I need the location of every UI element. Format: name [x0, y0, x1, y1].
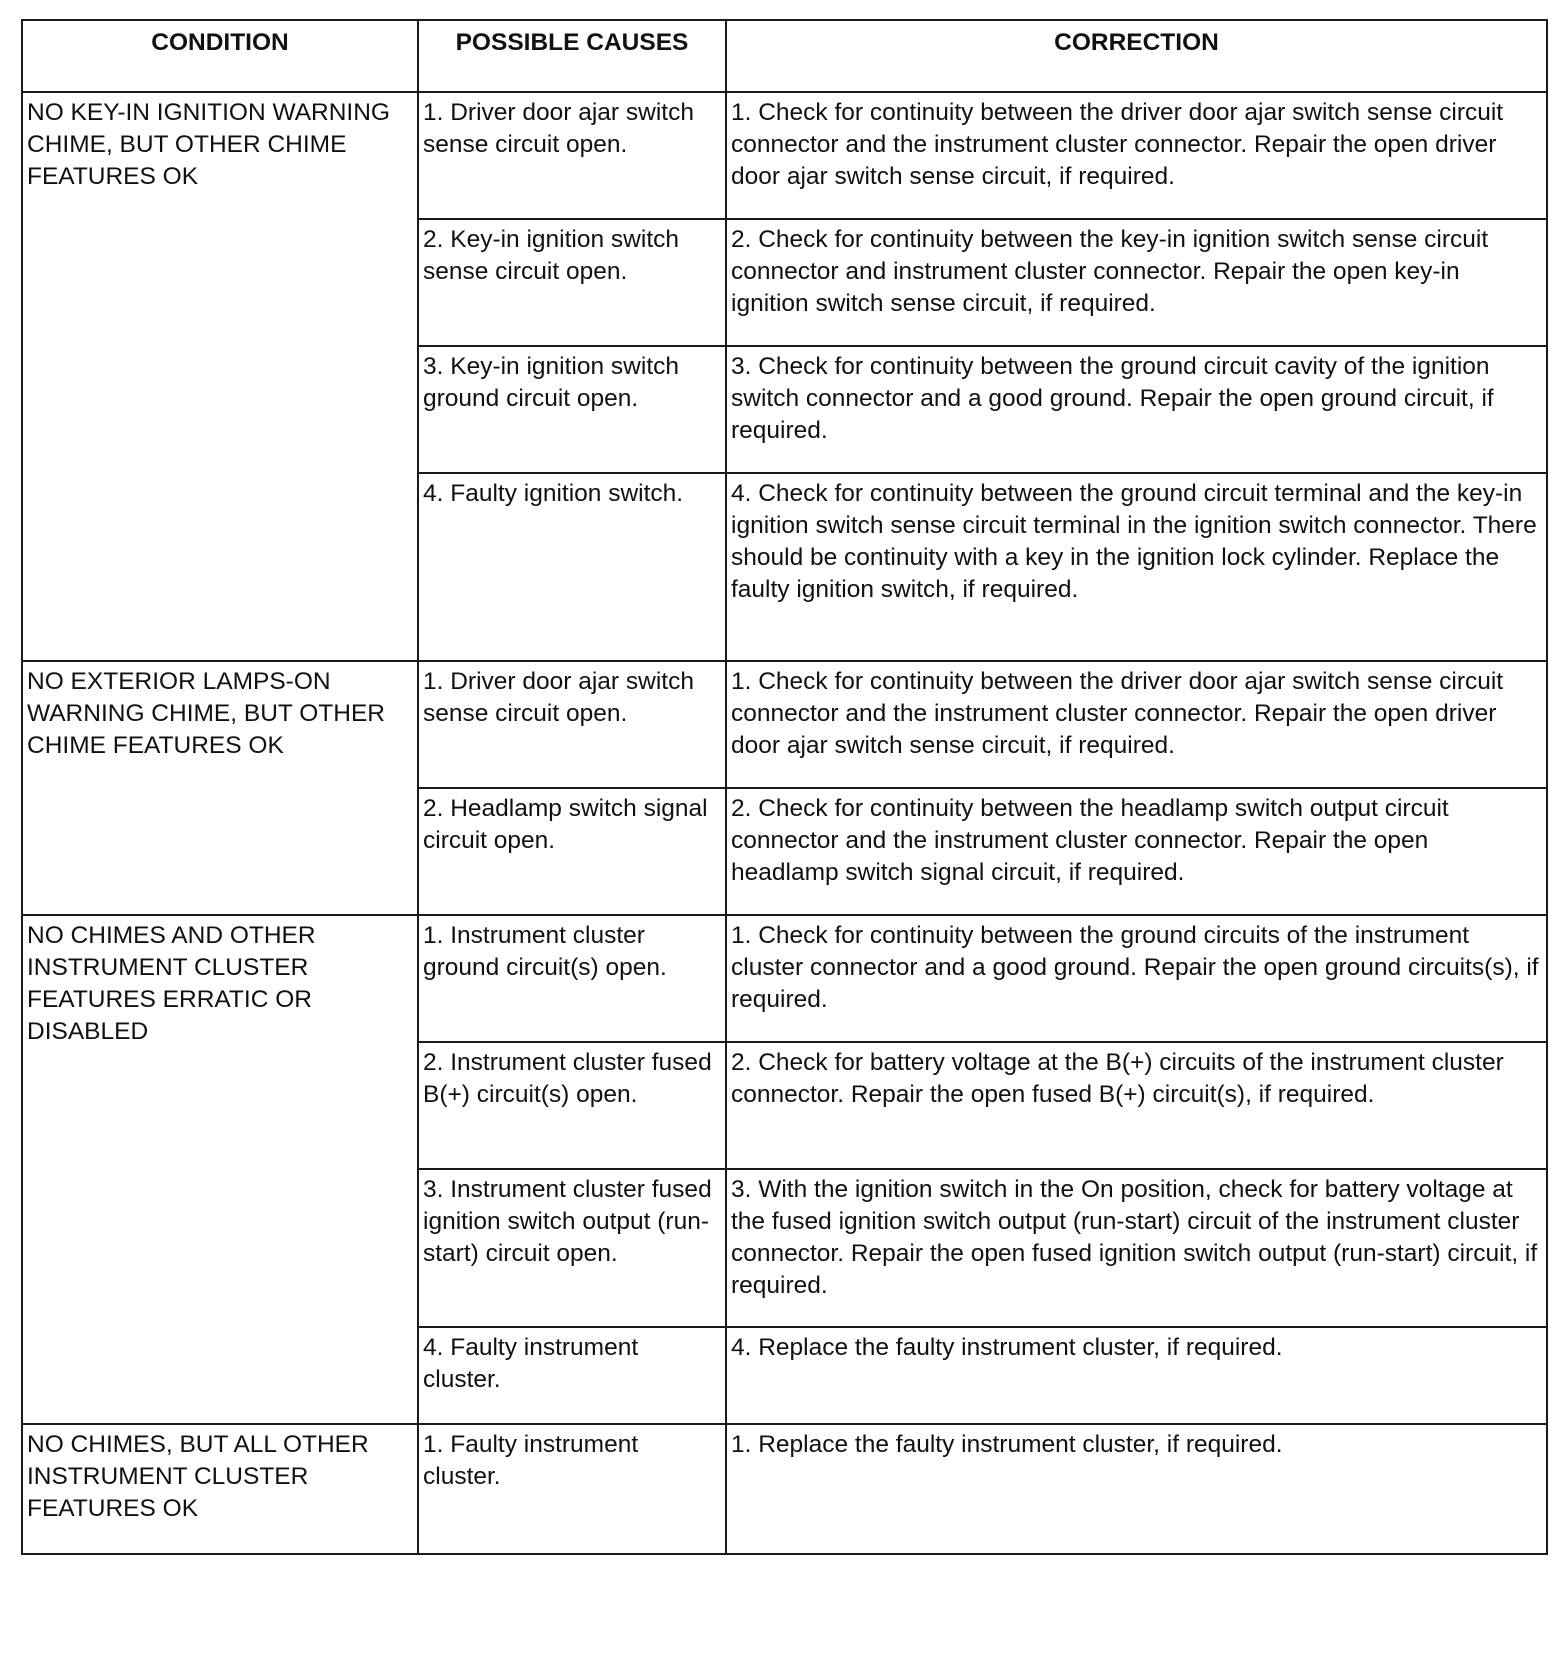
- cause-cell: 2. Headlamp switch signal circuit open.: [418, 788, 726, 915]
- correction-cell: 2. Check for battery voltage at the B(+) circuits of the instrument cluster connector. Repair the open fused B(+) circuit(s), if required.: [726, 1042, 1547, 1169]
- correction-cell: 4. Check for continuity between the ground circuit terminal and the key-in ignition switch sense circuit terminal in the ignition switch connector. There should be continuity with a key in the ignition lock cylinder. Replace the faulty ignition switch, if required.: [726, 473, 1547, 661]
- cause-cell: 2. Instrument cluster fused B(+) circuit(s) open.: [418, 1042, 726, 1169]
- diagnosis-table: [21, 19, 1548, 1555]
- correction-cell: 1. Replace the faulty instrument cluster, if required.: [726, 1424, 1547, 1554]
- correction-cell: 2. Check for continuity between the headlamp switch output circuit connector and the instrument cluster connector. Repair the open headlamp switch signal circuit, if required.: [726, 788, 1547, 915]
- cause-cell: 1. Faulty instrument cluster.: [418, 1424, 726, 1554]
- cause-cell: 4. Faulty instrument cluster.: [418, 1327, 726, 1424]
- condition-cell: NO EXTERIOR LAMPS-ON WARNING CHIME, BUT OTHER CHIME FEATURES OK: [22, 661, 418, 915]
- correction-cell: 4. Replace the faulty instrument cluster, if required.: [726, 1327, 1547, 1424]
- correction-cell: 3. Check for continuity between the ground circuit cavity of the ignition switch connector and a good ground. Repair the open ground circuit, if required.: [726, 346, 1547, 473]
- condition-cell: NO KEY-IN IGNITION WARNING CHIME, BUT OTHER CHIME FEATURES OK: [22, 92, 418, 661]
- cause-cell: 2. Key-in ignition switch sense circuit open.: [418, 219, 726, 346]
- table-row: [22, 915, 1547, 1042]
- header-possible-causes: POSSIBLE CAUSES: [418, 20, 726, 92]
- correction-cell: 1. Check for continuity between the ground circuits of the instrument cluster connector and a good ground. Repair the open ground circuits(s), if required.: [726, 915, 1547, 1042]
- cause-cell: 3. Key-in ignition switch ground circuit open.: [418, 346, 726, 473]
- table-row: [22, 661, 1547, 788]
- correction-cell: 2. Check for continuity between the key-in ignition switch sense circuit connector and instrument cluster connector. Repair the open key-in ignition switch sense circuit, if required.: [726, 219, 1547, 346]
- header-condition: CONDITION: [22, 20, 418, 92]
- header-correction: CORRECTION: [726, 20, 1547, 92]
- table-row: [22, 1424, 1547, 1554]
- correction-cell: 3. With the ignition switch in the On position, check for battery voltage at the fused ignition switch output (run-start) circuit of the instrument cluster connector. Repair the open fused ignition switch output (run-start) circuit, if required.: [726, 1169, 1547, 1327]
- table-row: [22, 92, 1547, 219]
- header-row: [22, 20, 1547, 92]
- cause-cell: 1. Driver door ajar switch sense circuit open.: [418, 661, 726, 788]
- correction-cell: 1. Check for continuity between the driver door ajar switch sense circuit connector and the instrument cluster connector. Repair the open driver door ajar switch sense circuit, if required.: [726, 661, 1547, 788]
- cause-cell: 1. Instrument cluster ground circuit(s) open.: [418, 915, 726, 1042]
- cause-cell: 1. Driver door ajar switch sense circuit open.: [418, 92, 726, 219]
- condition-cell: NO CHIMES, BUT ALL OTHER INSTRUMENT CLUSTER FEATURES OK: [22, 1424, 418, 1554]
- cause-cell: 4. Faulty ignition switch.: [418, 473, 726, 661]
- condition-cell: NO CHIMES AND OTHER INSTRUMENT CLUSTER FEATURES ERRATIC OR DISABLED: [22, 915, 418, 1424]
- cause-cell: 3. Instrument cluster fused ignition switch output (run-start) circuit open.: [418, 1169, 726, 1327]
- correction-cell: 1. Check for continuity between the driver door ajar switch sense circuit connector and the instrument cluster connector. Repair the open driver door ajar switch sense circuit, if required.: [726, 92, 1547, 219]
